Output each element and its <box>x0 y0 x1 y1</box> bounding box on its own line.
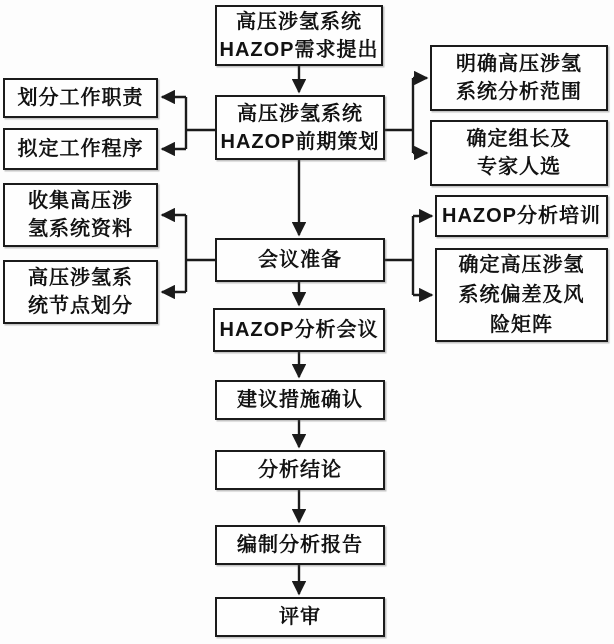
node-analysis-conclusion <box>215 450 385 490</box>
node-report-compilation <box>215 525 385 565</box>
node-label-line: HAZOP前期策划 <box>220 130 380 153</box>
node-hazop-training <box>435 195 608 237</box>
node-review <box>215 597 385 637</box>
node-label-line: 险矩阵 <box>490 314 553 336</box>
branch-meeting-prep-right <box>385 216 432 295</box>
node-label-line: 高压涉氢系统 <box>237 102 363 125</box>
node-label-line: 评审 <box>279 606 321 628</box>
node-hazop-demand <box>215 5 383 66</box>
node-label-line: 拟定工作程序 <box>17 138 144 160</box>
branch-meeting-prep-left <box>162 215 215 292</box>
node-label-line: 分析结论 <box>258 459 342 481</box>
node-label-line: 会议准备 <box>258 249 342 271</box>
node-hazop-preplan <box>215 95 385 160</box>
node-leader-and-experts <box>430 120 608 186</box>
node-meeting-preparation <box>215 238 385 282</box>
node-system-node-division <box>3 260 158 324</box>
node-label-line: HAZOP分析会议 <box>219 319 379 341</box>
branch-preplan-right <box>385 78 427 153</box>
branch-preplan-left <box>162 97 215 149</box>
node-label-line: 编制分析报告 <box>237 534 363 556</box>
node-label-line: 统节点划分 <box>28 295 133 317</box>
node-label-line: 确定组长及 <box>466 128 572 150</box>
node-hazop-meeting <box>213 308 385 352</box>
node-label-line: 收集高压涉 <box>28 190 133 212</box>
node-label-line: HAZOP需求提出 <box>219 38 379 61</box>
node-analysis-scope <box>430 45 608 111</box>
node-label-line: 划分工作职责 <box>17 87 144 109</box>
node-label-line: 系统分析范围 <box>456 81 582 103</box>
node-measure-confirmation <box>215 380 385 420</box>
node-label-line: HAZOP分析培训 <box>442 205 601 227</box>
node-label-line: 专家人选 <box>477 156 561 178</box>
node-label-line: 高压涉氢系统 <box>236 10 362 33</box>
node-label-line: 确定高压涉氢 <box>458 254 585 276</box>
node-work-procedure-draft <box>3 128 158 170</box>
node-system-data-collection <box>3 183 158 247</box>
node-label-line: 氢系统资料 <box>28 218 133 240</box>
node-label-line: 明确高压涉氢 <box>456 53 582 75</box>
node-label-line: 高压涉氢系 <box>28 267 133 289</box>
node-deviation-risk-matrix <box>435 248 608 342</box>
node-label-line: 建议措施确认 <box>237 389 363 411</box>
node-work-duty-division <box>3 78 158 118</box>
node-label-line: 系统偏差及风 <box>458 284 585 306</box>
